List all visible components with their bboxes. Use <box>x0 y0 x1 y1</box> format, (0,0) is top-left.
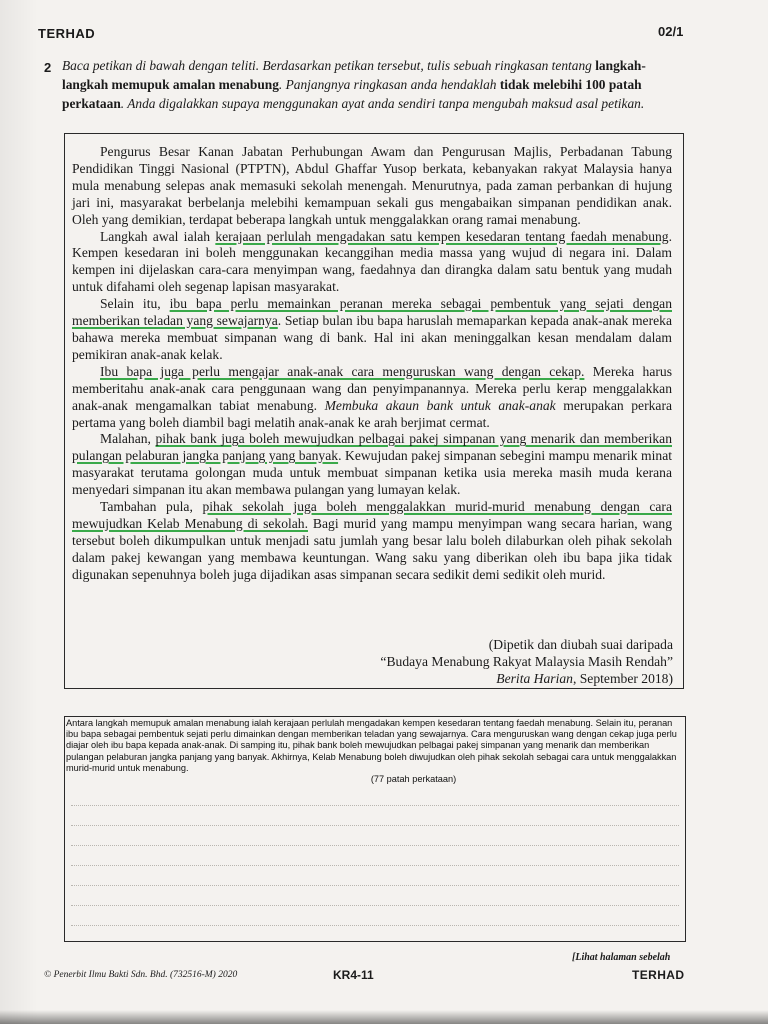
question-instruction <box>62 56 686 113</box>
ruled-line <box>71 805 679 806</box>
passage-paragraph-4 <box>72 364 672 432</box>
passage-paragraph-3 <box>72 296 672 364</box>
page-bottom-shadow <box>0 1010 768 1024</box>
header-classification: TERHAD <box>38 26 96 41</box>
passage-paragraph-2 <box>72 229 672 297</box>
p3-body: . Setiap bulan ibu bapa haruslah memaparkan kepada anak-anak mereka bahawa mereka membuat simpanan wang di bank. Hal ini akan meninggalkan kesan mendalam dalam pemikiran anak-anak kelak. <box>72 313 672 362</box>
p6-body: Bagi murid yang mampu menyimpan wang secara harian, wang tersebut boleh dikumpulkan untuk menjadi satu jumlah yang besar lalu boleh dilaburkan oleh pihak sekolah dalam pakej kewangan yang membawa keuntungan. Wang saku yang diberikan oleh ibu bapa jika tidak digunakan sepenuhnya boleh juga dijadikan asas simpanan secara sedikit demi sedikit oleh murid. <box>72 515 673 582</box>
instruction-bold-topic: langkah-langkah memupuk amalan menabung <box>62 58 646 92</box>
question-number: 2 <box>44 60 52 75</box>
p2-lead: Langkah awal ialah <box>100 228 216 244</box>
p3-lead: Selain itu, <box>100 296 170 312</box>
source-line-1: (Dipetik dan diubah suai daripada <box>488 637 673 652</box>
source-publication: Berita Harian <box>496 671 573 686</box>
p4-highlight: Ibu bapa juga perlu mengajar anak-anak cara menguruskan wang dengan cekap. <box>100 363 585 379</box>
instruction-part-1: Baca petikan di bawah dengan teliti. Berdasarkan petikan tersebut, tulis sebuah ringkasan tentang <box>62 58 596 73</box>
footer-page-code: KR4-11 <box>333 968 374 982</box>
instruction-part-3: . Anda digalakkan supaya menggunakan ayat anda sendiri tanpa mengubah maksud asal petikan. <box>120 96 645 111</box>
ruled-line <box>71 825 679 826</box>
ruled-line <box>71 845 679 846</box>
p4-italic: Membuka akaun bank untuk anak-anak <box>324 397 556 413</box>
answer-summary: Antara langkah memupuk amalan menabung ialah kerajaan perlulah mengadakan kempen kesedaran tentang faedah menabung. Selain itu, peranan ibu bapa sebagai pembentuk sejati perlu dimainkan dengan memberikan teladan yang sewajarnya. Cara menguruskan wang dengan cekap juga perlu diajar oleh ibu bapa kepada anak-anak. Di samping itu, pihak bank boleh mewujudkan pelbagai pakej simpanan yang menarik dan memberikan pulangan pelaburan jangka panjang yang banyak. Akhirnya, Kelab Menabung boleh diwujudkan oleh pihak sekolah sebagai cara untuk menggalakkan murid-murid untuk menabung. <box>66 718 677 773</box>
ruled-line <box>71 885 679 886</box>
instruction-part-2: . Panjangnya ringkasan anda hendaklah <box>278 77 500 92</box>
instruction-bold-limit: tidak melebihi 100 patah perkataan <box>62 77 642 111</box>
ruled-line <box>71 925 679 926</box>
footer-classification: TERHAD <box>632 968 685 982</box>
source-date: , September 2018) <box>572 671 673 686</box>
page-edge-shadow <box>0 0 38 1024</box>
header-page-code: 02/1 <box>658 24 684 39</box>
p2-highlight: kerajaan perlulah mengadakan satu kempen kesedaran tentang faedah menabung <box>215 228 669 244</box>
answer-text <box>66 718 681 785</box>
passage-text <box>72 144 672 584</box>
source-line-3 <box>380 670 673 687</box>
footer-next-page: [Lihat halaman sebelah <box>572 952 671 963</box>
p4-body: Mereka harus memberitahu anak-anak cara penggunaan wang dan penyimpanannya. Mereka perlu kerap menggalakkan anak-anak mengamalkan tabiat menabung. <box>72 363 672 413</box>
p3-highlight: ibu bapa perlu memainkan peranan mereka sebagai pembentuk yang sejati dengan memberikan teladan yang sewajarnya <box>72 296 672 329</box>
p2-body: . Kempen kesedaran ini boleh menggunakan kecanggihan media massa yang wujud di negara ini. Dalam kempen ini dijelaskan cara-cara menyimpan wang, faedahnya dan dirangka dalam satu bentuk yang mudah untuk difahami oleh segenap lapisan masyarakat. <box>72 228 672 295</box>
answer-word-count: (77 patah perkataan) <box>370 774 457 785</box>
p5-lead: Malahan, <box>100 431 156 447</box>
p6-lead: Tambahan pula, <box>100 499 203 515</box>
passage-paragraph-1: Pengurus Besar Kanan Jabatan Perhubungan Awam dan Pengurusan Majlis, Perbadanan Tabung Pendidikan Tinggi Nasional (PTPTN), Abdul Ghaffar Yusop berkata, kebanyakan rakyat Malaysia hanya mula menabung selepas anak memasuki sekolah menengah. Menurutnya, pada zaman perbankan di hujung jari ini, masyarakat berbelanja melebihi kemampuan sekali gus mengabaikan simpanan pendidikan anak. Oleh yang demikian, terdapat beberapa langkah untuk menggalakkan orang ramai menabung. <box>72 144 672 227</box>
p5-highlight: pihak bank juga boleh mewujudkan pelbagai pakej simpanan yang menarik dan memberikan pulangan pelaburan jangka panjang yang banyak <box>72 431 672 464</box>
footer-publisher: © Penerbit Ilmu Bakti Sdn. Bhd. (732516-M) 2020 <box>44 970 238 980</box>
ruled-line <box>71 905 679 906</box>
p4-tail: merupakan perkara pertama yang boleh diambil bagi melatih anak-anak ke arah berjimat cermat. <box>72 397 672 430</box>
source-line-2: “Budaya Menabung Rakyat Malaysia Masih Rendah” <box>380 654 673 669</box>
p6-highlight: pihak sekolah juga boleh menggalakkan murid-murid menabung dengan cara mewujudkan Kelab Menabung di sekolah. <box>72 499 672 531</box>
passage-paragraph-5 <box>72 431 672 499</box>
passage-paragraph-6 <box>72 499 672 584</box>
ruled-line <box>71 865 679 866</box>
p5-body: . Kewujudan pakej simpanan sebegini mampu menarik minat masyarakat terutama golongan muda untuk membuat simpanan ketika usia mereka masih muda kerana menyedari simpanan itu akan membawa pulangan yang lumayan kelak. <box>72 448 672 498</box>
passage-source <box>380 636 673 687</box>
